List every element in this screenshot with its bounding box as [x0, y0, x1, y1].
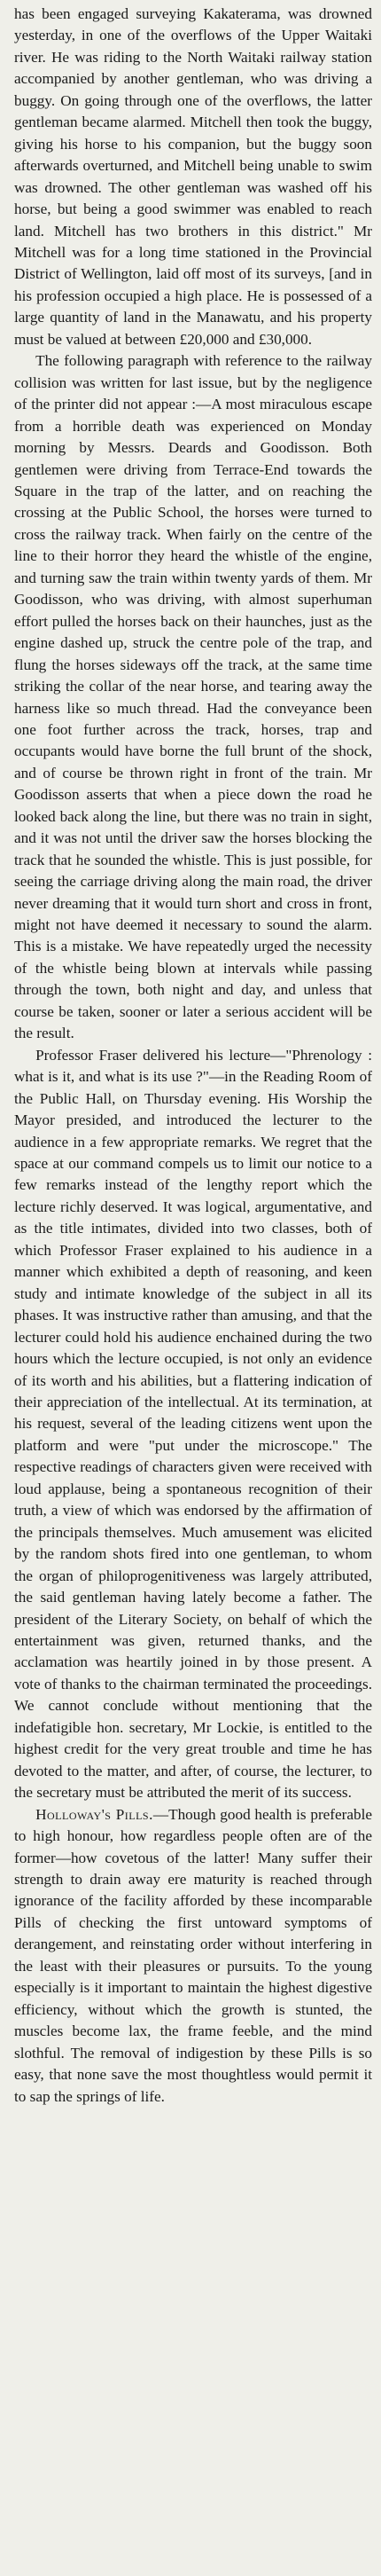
article-paragraph-railway-collision: The following paragraph with reference to the railway collision was written for last issue, but by the negligence of the printer did not appear :—A most miraculous escape from a horrible death was experienced on Monday morning by Messrs. Deards and Goodisson. Both gentlemen were driving from Terrace-End towards the Square in the trap of the latter, and on reaching the crossing at the Public School, the horses were turned to cross the railway track. When fairly on the centre of the line to their horror they heard the whistle of the engine, and turning saw the train within twenty yards of them. Mr Goodisson, who was driving, with almost superhuman effort pulled the horses back on their haunches, just as the engine dashed up, struck the centre pole of the trap, and flung the horses sideways off the track, at the same time striking the collar of the near horse, and tearing away the harness like so much thread. Had the conveyance been one foot further across the track, horses, trap and occupants would have borne the full brunt of the shock, and of course be thrown right in front of the train. Mr Goodisson asserts that when a piece down the road he looked back along the line, but there was no train in sight, and it was not until the driver saw the horses blocking the track that he sounded the whistle. This is just possible, for seeing the carriage driving along the main road, the driver never dreaming that it would turn short and cross in front, might not have deemed it necessary to sound the alarm. This is a mistake. We have repeatedly urged the necessity of the whistle being blown at intervals while passing through the town, both night and day, and unless that course be taken, sooner or later a serious accident will be the result.	[14, 352, 372, 1042]
article-paragraph-holloways-pills	[14, 1804, 372, 2108]
advertisement-heading: Holloway's Pills.	[35, 1805, 153, 1823]
article-paragraph-drowning: has been engaged surveying Kakaterama, was drowned yesterday, in one of the overflows of the Upper Waitaki river. He was riding to the North Waitaki railway station accompanied by another gentleman, who was driving a buggy. On going through one of the overflows, the latter gentleman became alarmed. Mitchell then took the buggy, giving his horse to his companion, but the buggy soon afterwards overturned, and Mitchell being unable to swim was drowned. The other gentleman was washed off his horse, but being a good swimmer was enabled to reach land. Mitchell has two brothers in this district." Mr Mitchell was for a long time stationed in the Provincial District of Wellington, laid off most of its surveys, [and in his profession occupied a high place. He is possessed of a large quantity of land in the Manawatu, and his property must be valued at between £20,000 and £30,000.	[14, 5, 372, 348]
advertisement-body: —Though good health is preferable to high honour, how regardless people often are of the former—how covetous of the latter! Many suffer their strength to drain away ere maturity is reached through ignorance of the facility afforded by these incomparable Pills of checking the first untoward symptoms of derangement, and reinstating order without interfering in the least with their pleasures or pursuits. To the young especially is it important to maintain the highest digestive efficiency, without which the growth is stunted, the muscles become lax, the frame feeble, and the mind slothful. The removal of indigestion by these Pills is so easy, that none save the most thoughtless would permit it to sap the springs of life.	[14, 1805, 372, 2105]
article-paragraph-phrenology-lecture: Professor Fraser delivered his lecture—"Phrenology : what is it, and what is its use ?"—in the Reading Room of the Public Hall, on Thursday evening. His Worship the Mayor presided, and introduced the lecturer to the audience in a few appropriate remarks. We regret that the space at our command compels us to limit our notice to a few remarks instead of the lengthy report which the lecture richly deserved. It was logical, argumentative, and as the title intimates, divided into two classes, both of which Professor Fraser explained to his audience in a manner which exhibited a depth of reasoning, and keen study and intimate knowledge of the subject in all its phases. It was instructive rather than amusing, and that the lecturer could hold his audience enchained during the two hours which the lecture occupied, is not only an evidence of its worth and his abilities, but a flattering indication of their appreciation of the intellectual. At its termination, at his request, several of the leading citizens went upon the platform and were "put under the microscope." The respective readings of characters given were received with loud applause, being a spontaneous recognition of their truth, a view of which was endorsed by the affirmation of the principals themselves. Much amusement was elicited by the random shots fired into one gentleman, to whom the organ of philoprogenitiveness was largely attributed, the said gentleman having lately become a father. The president of the Literary Society, on behalf of which the entertainment was given, returned thanks, and the acclamation was heartily joined in by those present. A vote of thanks to the chairman terminated the proceedings. We cannot conclude without mentioning that the indefatigible hon. secretary, Mr Lockie, is entitled to the highest credit for the very great trouble and time he has devoted to the matter, and after, of course, the lecturer, to the secretary must be attributed the merit of its success.	[14, 1046, 372, 1802]
